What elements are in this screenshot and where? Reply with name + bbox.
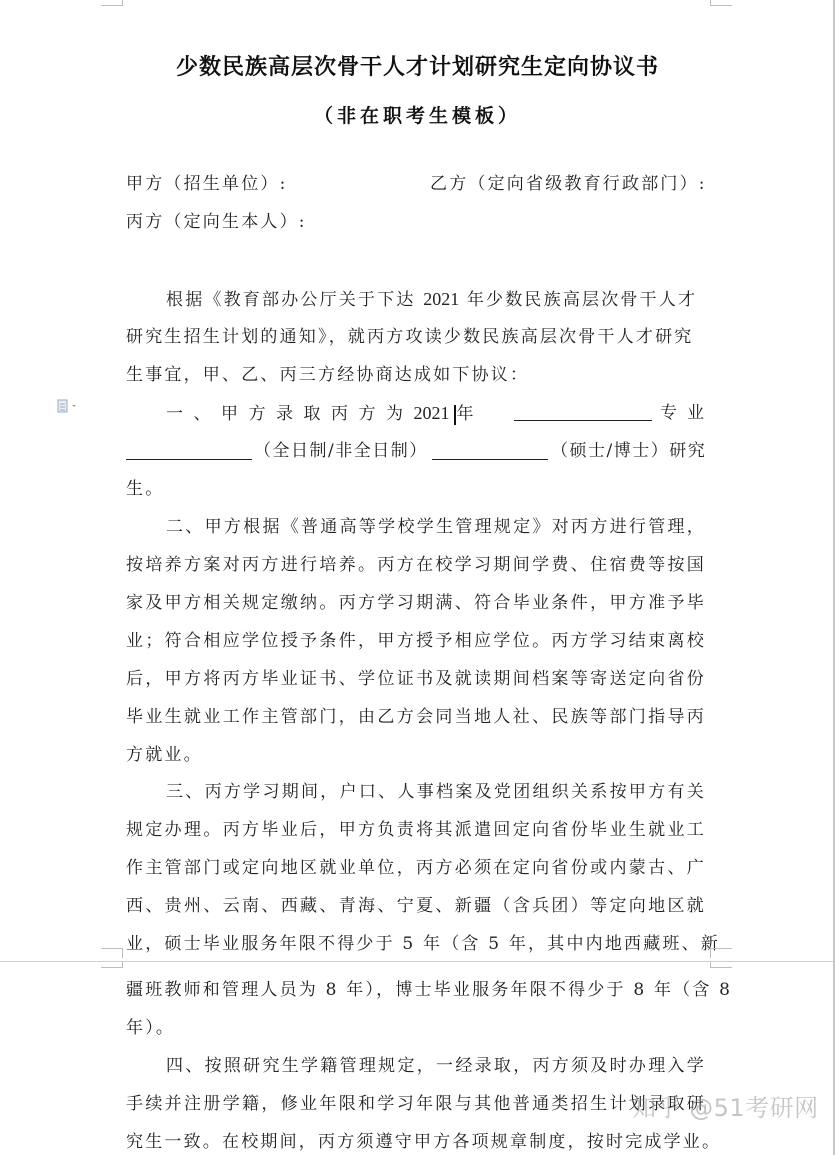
document-title: 少数民族高层次骨干人才计划研究生定向协议书 — [175, 55, 659, 80]
clause-3-line-3: 作主管部门或定向地区就业单位，丙方必须在定向省份或内蒙古、广 — [126, 858, 706, 878]
clause-2-line-1: 二、甲方根据《普通高等学校学生管理规定》对丙方进行管理， — [166, 517, 706, 537]
page-break-divider — [0, 961, 833, 962]
watermark: 知乎 @51考研网 — [632, 1094, 819, 1122]
clause-2-line-3: 家及甲方相关规定缴纳。丙方学习期满、符合毕业条件，甲方准予毕 — [126, 593, 706, 613]
margin-corner-mark — [710, 948, 732, 958]
study-mode-options: （全日制/非全日制） — [254, 441, 428, 461]
clause-4-line-3: 究生一致。在校期间，丙方须遵守甲方各项规章制度，按时完成学业。 — [126, 1132, 722, 1152]
clause-1-line-1: 一、甲方录取丙方为2021 年 — [166, 403, 484, 424]
clause-3-line-7: 年）。 — [126, 1018, 176, 1038]
major-blank-field[interactable] — [514, 402, 652, 421]
clause-2-line-4: 业；符合相应学位授予条件，甲方授予相应学位。丙方学习结束离校 — [126, 631, 706, 651]
clause-1-end: 生。 — [126, 479, 165, 499]
clause-3-line-5: 业，硕士毕业服务年限不得少于 5 年（含 5 年，其中内地西藏班、新 — [126, 934, 721, 954]
clause-2-line-6: 毕业生就业工作主管部门，由乙方会同当地人社、民族等部门指导丙 — [126, 707, 706, 727]
margin-corner-mark — [710, 962, 732, 968]
party-a-label: 甲方（招生单位）: — [126, 174, 288, 194]
margin-corner-mark — [710, 0, 732, 6]
document-subtitle: （非在职考生模板） — [313, 105, 521, 127]
clause-3-line-6: 疆班教师和管理人员为 8 年），博士毕业服务年限不得少于 8 年（含 8 — [126, 980, 733, 1000]
margin-corner-mark — [101, 0, 123, 6]
clause-4-line-2: 手续并注册学籍，修业年限和学习年限与其他普通类招生计划录取研 — [126, 1094, 706, 1114]
margin-corner-mark — [101, 948, 123, 958]
intro-line-1: 根据《教育部办公厅关于下达 2021 年少数民族高层次骨干人才 — [166, 289, 698, 310]
margin-corner-mark — [101, 962, 123, 968]
document-icon[interactable] — [57, 398, 79, 412]
text-cursor — [454, 405, 456, 425]
clause-4-line-1: 四、按照研究生学籍管理规定，一经录取，丙方须及时办理入学 — [166, 1056, 706, 1076]
party-b-label: 乙方（定向省级教育行政部门）: — [430, 174, 707, 194]
intro-line-3: 生事宜，甲、乙、丙三方经协商达成如下协议： — [126, 365, 530, 385]
degree-blank-field[interactable] — [432, 441, 548, 460]
intro-line-2: 研究生招生计划的通知》，就丙方攻读少数民族高层次骨干人才研究 — [126, 327, 694, 347]
clause-2-line-7: 方就业。 — [126, 745, 203, 765]
clause-2-line-2: 按培养方案对丙方进行培养。丙方在校学习期间学费、住宿费等按国 — [126, 555, 706, 575]
degree-options: （硕士/博士）研究 — [551, 441, 707, 461]
study-mode-blank-field[interactable] — [126, 441, 252, 460]
party-c-label: 丙方（定向生本人）: — [126, 212, 307, 232]
clause-3-line-4: 西、贵州、云南、西藏、青海、宁夏、新疆（含兵团）等定向地区就 — [126, 896, 706, 916]
clause-3-line-2: 规定办理。丙方毕业后，甲方负责将其派遣回定向省份毕业生就业工 — [126, 820, 706, 840]
clause-2-line-5: 后，甲方将丙方毕业证书、学位证书及就读期间档案等寄送定向省份 — [126, 669, 706, 689]
year-value: 2021 — [423, 289, 460, 309]
clause-3-line-1: 三、丙方学习期间，户口、人事档案及党团组织关系按甲方有关 — [166, 782, 706, 802]
major-suffix: 专业 — [660, 403, 714, 423]
